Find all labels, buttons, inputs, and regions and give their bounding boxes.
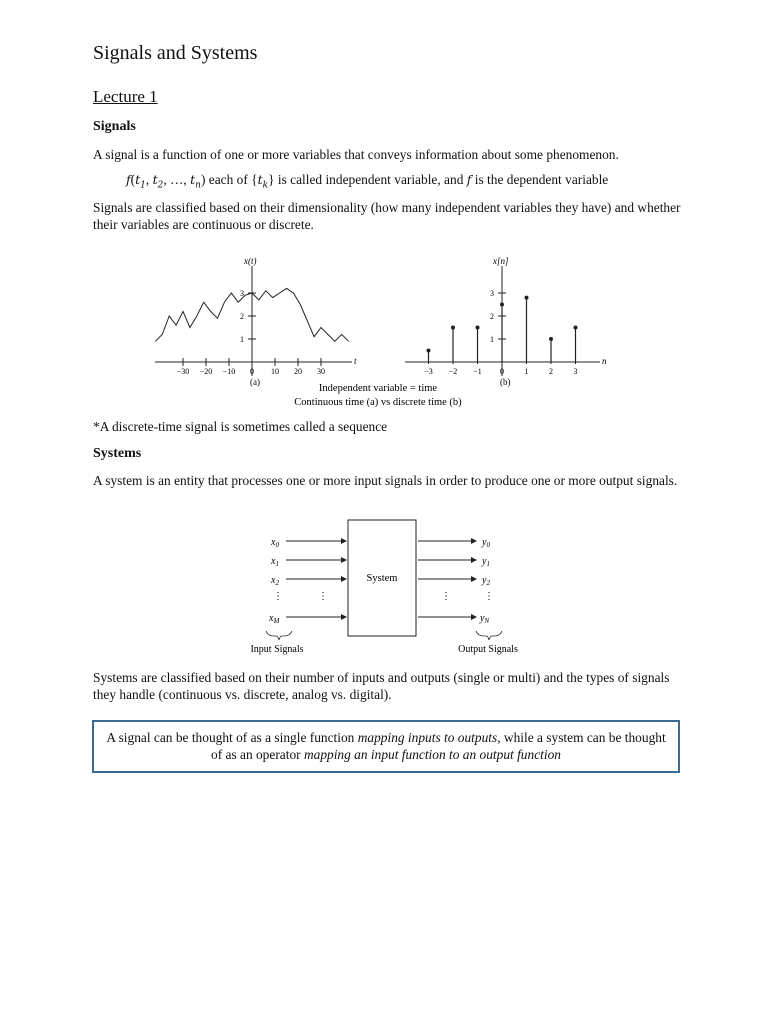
- ct-xtick-label: 0: [250, 367, 254, 376]
- output-ellipsis-mid: ⋮: [441, 591, 451, 602]
- lecture-heading: Lecture 1: [93, 87, 158, 106]
- dt-xtick-label: 1: [524, 367, 529, 376]
- dt-stem-dot: [427, 349, 431, 353]
- callout-text-2: , while a system can be thought of as an operator: [211, 730, 666, 762]
- system-classification: Systems are classified based on their number of inputs and outputs (single or multi) and the types of signals they handle (continuous vs. discrete, analog vs. digital).: [93, 670, 670, 702]
- formula-end-text: is the dependent variable: [474, 172, 609, 187]
- input-signals-label: Input Signals: [250, 644, 304, 655]
- summary-callout: [92, 720, 680, 773]
- system-box-label: System: [366, 573, 398, 584]
- input-arrows: [268, 537, 346, 625]
- dt-xtick-label: −2: [448, 367, 458, 376]
- figure-caption-line1: Independent variable = time: [318, 383, 438, 394]
- input-ellipsis-left: ⋮: [273, 591, 283, 602]
- input-x0-label: $x_0$: [271, 537, 279, 549]
- dt-stem-dot: [574, 326, 578, 330]
- dt-stem-dot: [549, 337, 553, 341]
- input-brace: [266, 631, 292, 640]
- callout-italic-2: mapping an input function to an output function: [303, 747, 561, 762]
- dt-stem-dot: [476, 326, 480, 330]
- input-x2-label: $x_2$: [271, 575, 279, 587]
- dt-xtick-label: −3: [424, 367, 433, 376]
- dt-xtick-label: 3: [573, 367, 578, 376]
- figure-caption-line2: Continuous time (a) vs discrete time (b): [294, 397, 462, 408]
- input-ellipsis-mid: ⋮: [318, 591, 328, 602]
- signal-formula: $f(t_1$, $t_2$, …, $t_n$) each of $\{t_k\}$ is called independent variable, and f is the dependent variable: [126, 172, 609, 191]
- input-x1-label: $x_1$: [271, 556, 279, 568]
- ct-ytick-label: 1: [240, 335, 244, 344]
- output-y1-label: $y_1$: [482, 556, 490, 568]
- output-y2-label: $y_2$: [482, 575, 490, 587]
- dt-stem-dot: [525, 296, 529, 300]
- ct-xtick-label: 30: [317, 367, 325, 376]
- signals-heading: Signals: [93, 119, 136, 134]
- output-arrows: [418, 537, 494, 625]
- callout-italic-1: mapping inputs to outputs: [357, 730, 498, 745]
- ct-xlabel: t: [354, 356, 357, 366]
- document-title: Signals and Systems: [93, 42, 258, 64]
- ct-tag: (a): [250, 377, 260, 387]
- dt-xtick-label: 2: [549, 367, 553, 376]
- dt-stem-dot: [500, 303, 504, 307]
- output-ellipsis-right: ⋮: [484, 591, 494, 602]
- signal-figure: [140, 248, 620, 414]
- ct-xtick-label: −20: [199, 367, 213, 376]
- ct-xtick-label: 20: [294, 367, 302, 376]
- dt-ytick-label: 3: [490, 289, 494, 298]
- output-y0-label: $y_0$: [482, 537, 490, 549]
- dt-xtick-label: −1: [473, 367, 482, 376]
- signal-classification: Signals are classified based on their dimensionality (how many independent variables they have) and whether their variables are continuous or discrete.: [93, 200, 681, 232]
- ct-xtick-label: −30: [176, 367, 190, 376]
- system-definition: A system is an entity that processes one or more input signals in order to produce one or more output signals.: [93, 473, 678, 488]
- ct-ylabel: x(t): [244, 256, 257, 266]
- dt-stem-dot: [451, 326, 455, 330]
- dt-ytick-label: 1: [490, 335, 494, 344]
- input-xm-label: $x_M$: [269, 613, 280, 625]
- callout-text-1: A signal can be thought of as a single function: [106, 730, 358, 745]
- output-brace: [476, 631, 502, 640]
- ct-xtick-label: 10: [271, 367, 279, 376]
- sequence-note: *A discrete-time signal is sometimes called a sequence: [93, 419, 388, 434]
- signal-definition: A signal is a function of one or more variables that conveys information about some phenomenon.: [93, 147, 619, 162]
- system-diagram: [238, 513, 528, 661]
- systems-heading: Systems: [93, 446, 142, 461]
- dt-ylabel: x[n]: [493, 256, 509, 266]
- ct-ytick-label: 3: [240, 289, 244, 298]
- output-yn-label: $y_N$: [480, 613, 490, 625]
- dt-xlabel: n: [602, 356, 607, 366]
- formula-text: is called independent variable, and: [277, 172, 464, 187]
- dt-xtick-label: 0: [500, 367, 504, 376]
- dt-ytick-label: 2: [490, 312, 494, 321]
- output-signals-label: Output Signals: [458, 644, 518, 655]
- dt-tag: (b): [500, 377, 511, 387]
- ct-xtick-label: −10: [222, 367, 236, 376]
- ct-ytick-label: 2: [240, 312, 244, 321]
